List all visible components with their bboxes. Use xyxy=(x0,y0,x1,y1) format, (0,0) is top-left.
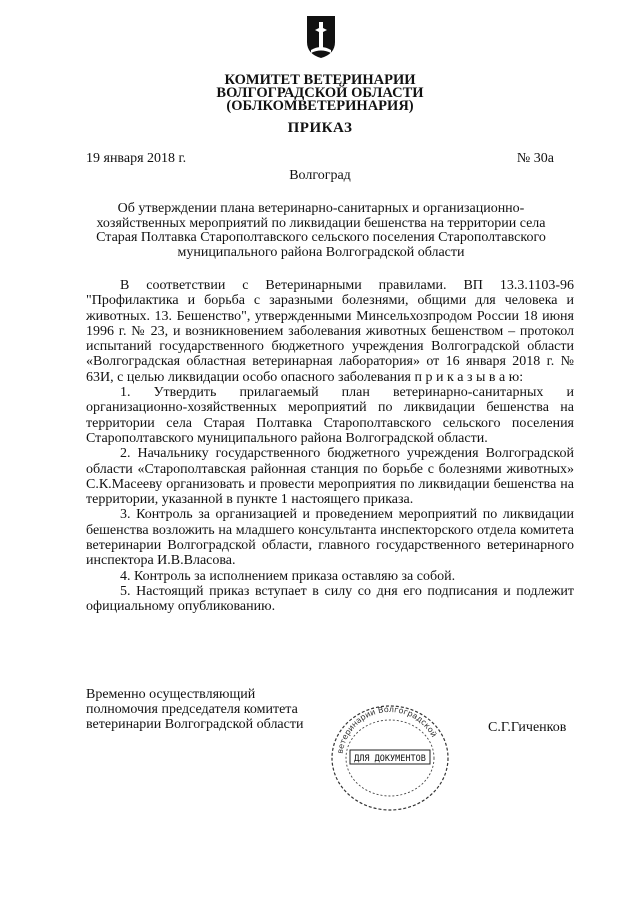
order-body xyxy=(86,278,574,615)
order-item-2: 2. Начальнику государственного бюджетного учреждения Волгоградской области «Старополтавская районная станция по борьбе с болезнями животных» С.К.Масееву организовать и провести мероприятия по ликвидации бешенства на территории, указанной в пункте 1 настоящего приказа. xyxy=(86,446,574,508)
signatory-position-line-3: ветеринарии Волгоградской области xyxy=(86,716,304,732)
order-item-3: 3. Контроль за организацией и проведением мероприятий по ликвидации бешенства возложить на младшего консультанта инспекторского отдела комитета ветеринарии Волгоградской области, главного государственного ветеринарного инспектора И.В.Власова. xyxy=(86,507,574,569)
signatory-position-line-2: полномочия председателя комитета xyxy=(86,701,298,717)
order-item-1: 1. Утвердить прилагаемый план ветеринарно-санитарных и организационно-хозяйственных мероприятий по ликвидации бешенства на территории села Старая Полтавка Старополтавского сельского поселения Старополтавского муниципального района Волгоградской области. xyxy=(86,385,574,446)
header-line-2: ВОЛГОГРАДСКОЙ ОБЛАСТИ xyxy=(216,85,424,101)
order-item-5: 5. Настоящий приказ вступает в силу со дня его подписания и подлежит официальному опубликованию. xyxy=(86,583,574,615)
order-date: 19 января 2018 г. xyxy=(86,151,187,166)
order-city: Волгоград xyxy=(289,168,351,183)
svg-text:ветеринарии Волгоградской xyxy=(335,705,438,754)
header-line-1: КОМИТЕТ ВЕТЕРИНАРИИ xyxy=(224,72,416,88)
seal-center-text: ДЛЯ ДОКУМЕНТОВ xyxy=(354,754,426,764)
signatory-name: С.Г.Гиченков xyxy=(488,720,567,735)
order-item-4: 4. Контроль за исполнением приказа оставляю за собой. xyxy=(120,568,456,584)
header-line-3: (ОБЛКОМВЕТЕРИНАРИЯ) xyxy=(226,98,414,114)
order-number: № 30а xyxy=(516,151,554,166)
signatory-position-line-1: Временно осуществляющий xyxy=(86,687,256,702)
intro-paragraph: В соответствии с Ветеринарными правилами. ВП 13.3.1103-96 "Профилактика и борьба с заразными болезнями, общими для человека и животных. 13. Бешенство", утвержденными Минсельхозпродом России 18 июня 1996 г. № 23, и возникновением заболевания животных бешенством – протокол испытаний государственного бюджетного учреждения Волгоградской области «Волгоградская областная ветеринарная лаборатория» от 16 января 2018 г. № 63И, с целью ликвидации особо опасного заболевания п р и к а з ы в а ю: xyxy=(86,278,574,385)
signatory-position xyxy=(86,688,303,732)
coat-of-arms-icon xyxy=(305,12,337,60)
order-title: ПРИКАЗ xyxy=(287,120,353,136)
seal-ring-text: ветеринарии Волгоградской xyxy=(335,704,439,755)
order-subject: Об утверждении плана ветеринарно-санитарных и организационно-хозяйственных мероприятий по ликвидации бешенства на территории села Старая Полтавка Старополтавского сельского поселения Старополтавского муниципального района Волгоградской области xyxy=(96,201,546,260)
stamp-icon xyxy=(320,690,460,815)
